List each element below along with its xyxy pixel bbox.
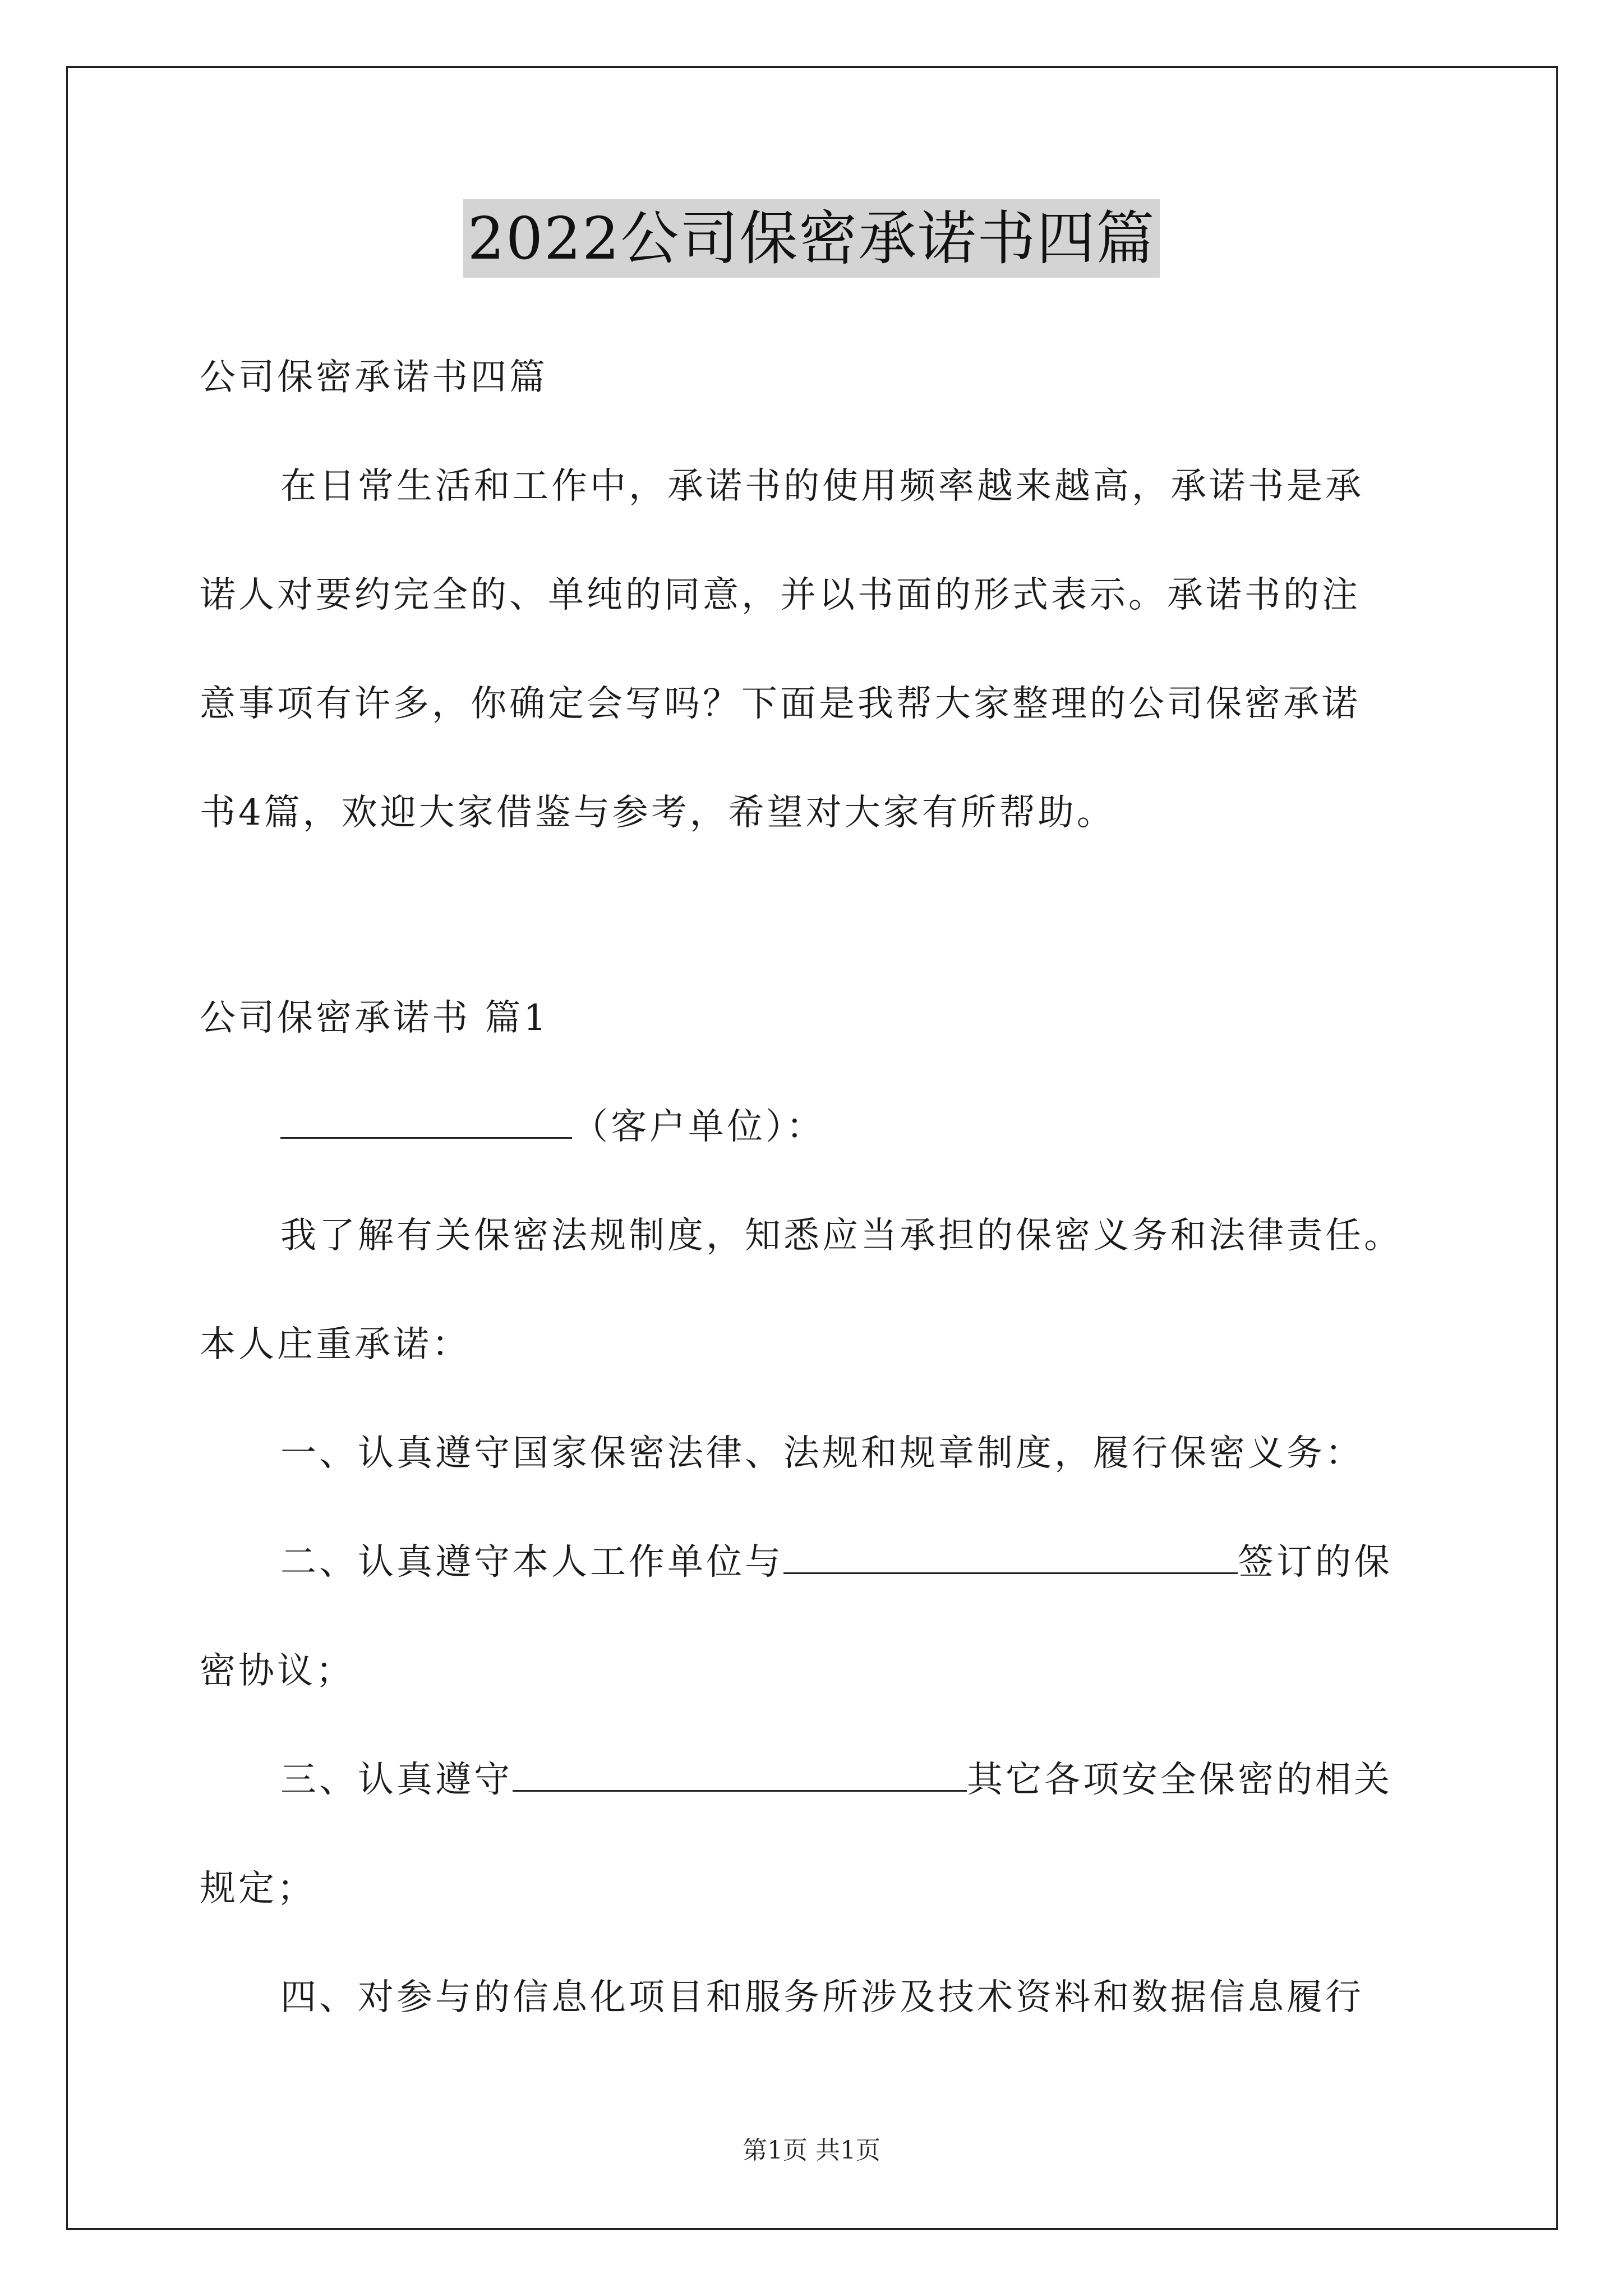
recipient-blank [280,1102,572,1139]
page-number: 第1页 共1页 [743,2136,880,2165]
intro-line-2: 诺人对要约完全的、单纯的同意，并以书面的形式表示。承诺书的注 [200,574,1361,616]
item-2-suffix: 签订的保 [1238,1542,1393,1583]
recipient-line [280,1102,825,1152]
commitment-item-3 [280,1755,1393,1805]
statement-line-2: 本人庄重承诺： [200,1324,471,1365]
item-2-blank [783,1538,1238,1574]
item-3-continuation: 规定； [200,1868,316,1910]
commitment-item-2 [280,1537,1393,1588]
commitment-item-1: 一、认真遵守国家保密法律、法规和规章制度，履行保密义务： [280,1433,1364,1474]
item-2-continuation: 密协议； [200,1650,354,1692]
commitment-item-4: 四、对参与的信息化项目和服务所涉及技术资料和数据信息履行 [280,1977,1364,2018]
intro-line-4: 书4篇，欢迎大家借鉴与参考，希望对大家有所帮助。 [200,792,1115,834]
title-wrap [0,199,1623,278]
recipient-label: （客户单位）： [572,1106,825,1148]
item-2-prefix: 二、认真遵守本人工作单位与 [280,1542,783,1583]
item-3-suffix: 其它各项安全保密的相关 [967,1759,1393,1801]
document-title: 2022公司保密承诺书四篇 [463,199,1160,278]
statement-line-1: 我了解有关保密法规制度，知悉应当承担的保密义务和法律责任。 [280,1215,1403,1257]
document-subtitle: 公司保密承诺书四篇 [200,357,548,398]
intro-line-3: 意事项有许多，你确定会写吗？下面是我帮大家整理的公司保密承诺 [200,683,1361,725]
intro-line-1: 在日常生活和工作中，承诺书的使用频率越来越高，承诺书是承 [280,466,1364,507]
item-3-prefix: 三、认真遵守 [280,1759,513,1801]
section-heading: 公司保密承诺书 篇1 [200,997,550,1039]
item-3-blank [513,1755,967,1792]
